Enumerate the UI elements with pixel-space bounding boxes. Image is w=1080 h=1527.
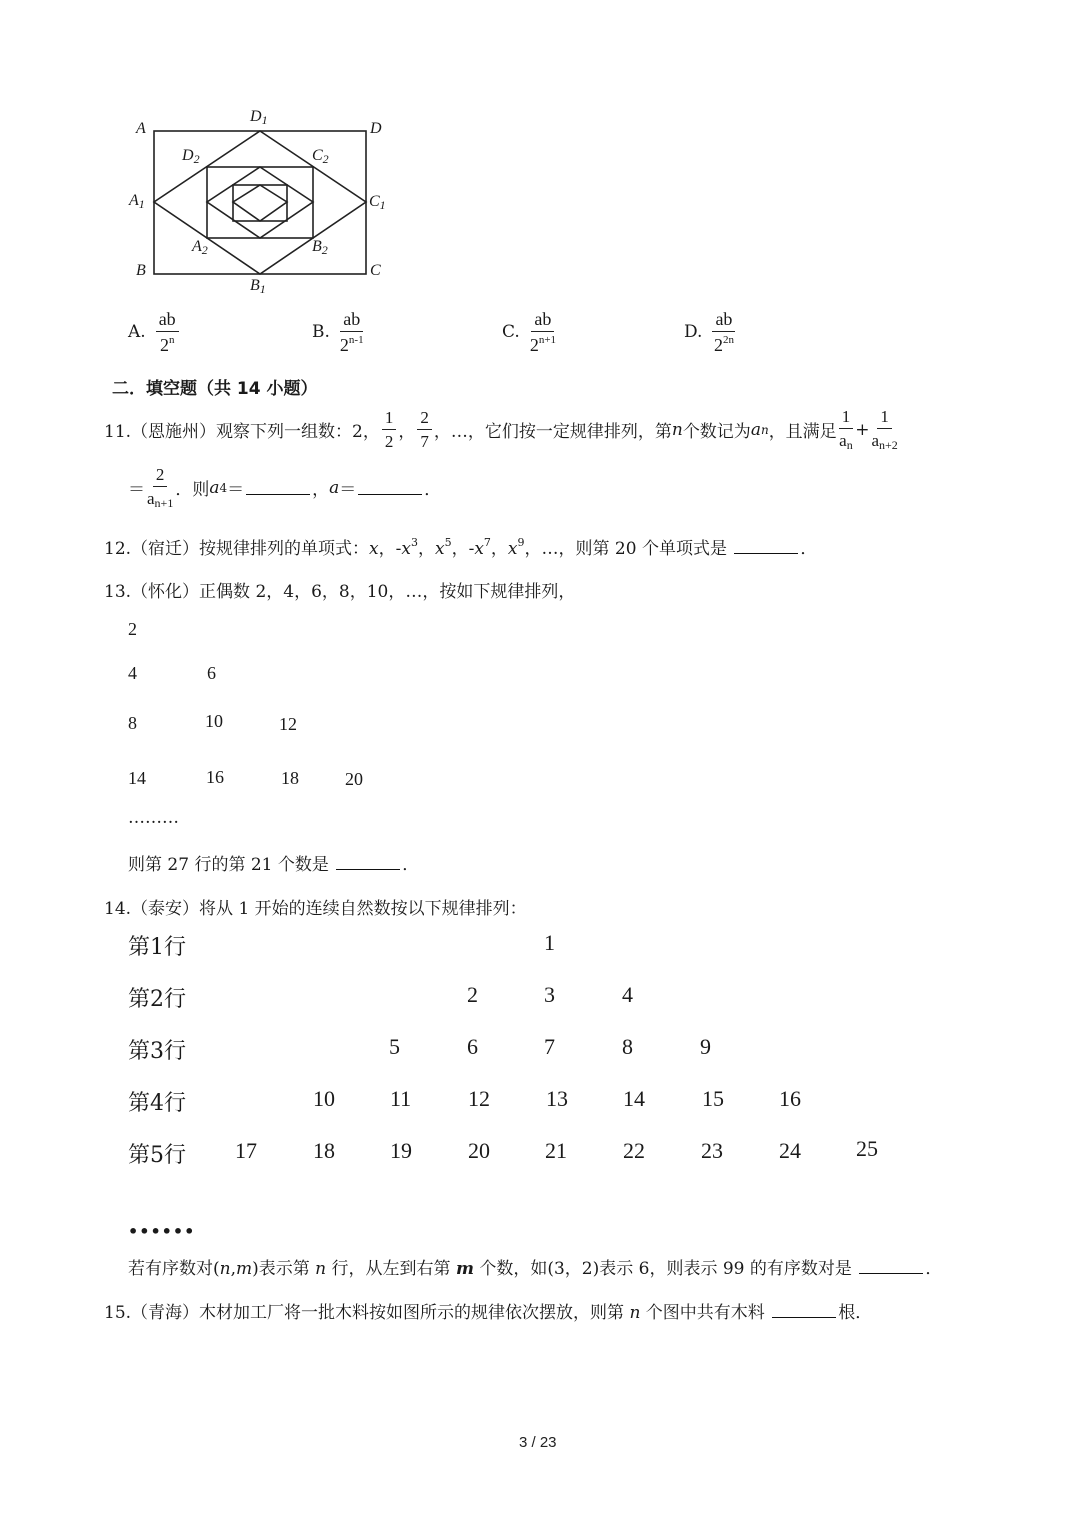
option-letter: B. (312, 322, 330, 342)
q14-cell: 4 (622, 982, 633, 1007)
q14-cell: 22 (623, 1138, 645, 1163)
q14-cell: 20 (468, 1138, 490, 1163)
option-fraction: $\frac{ab}{2^n}$ (156, 310, 179, 354)
nested-rectangle-figure (120, 100, 400, 310)
q14-cell: 21 (545, 1138, 567, 1163)
q14-row-label: 第5行 (128, 1143, 186, 1168)
q13-cell: 18 (281, 768, 299, 788)
q13-question: 则第 27 行的第 21 个数是 ． (128, 855, 420, 875)
q14-cell: 19 (390, 1138, 412, 1163)
q14-cell: 6 (467, 1034, 478, 1059)
fraction-1-2: $\frac{1}{2}$ (382, 409, 397, 450)
answer-blank-a4[interactable] (246, 480, 310, 495)
option-fraction: $\frac{ab}{2^{n-1}}$ (339, 309, 364, 355)
option-fraction: $\frac{ab}{2^{2n}}$ (713, 309, 734, 355)
q13-cell: 4 (128, 663, 137, 683)
q14-cell: 14 (623, 1086, 645, 1111)
label-A2: $A_2$ (192, 238, 208, 257)
q13-cell: 16 (206, 767, 224, 787)
q13-cell: 6 (207, 663, 216, 683)
q14-cell: 25 (856, 1136, 878, 1161)
q14-cell: 1 (544, 930, 555, 955)
question-15: 15.（青海）木材加工厂将一批木料按如图所示的规律依次摆放，则第 n 个图中共有木料 根． (104, 1303, 873, 1323)
fraction-1-over-an2: $\frac{1}{a_{n+2}}$ (871, 407, 898, 452)
option-a (128, 310, 181, 354)
q14-cell: 3 (544, 982, 555, 1007)
q13-cell: 8 (128, 713, 137, 733)
q13-cell: 14 (128, 768, 146, 788)
q13-ellipsis: ……… (128, 808, 179, 828)
q14-row-label: 第1行 (128, 935, 186, 960)
label-C1: $C_1$ (369, 193, 386, 212)
label-B2: $B_2$ (312, 238, 328, 257)
option-letter: D. (684, 322, 703, 342)
fraction-2-over-an1: $\frac{2}{a_{n+1}}$ (147, 465, 174, 510)
option-d (684, 310, 737, 354)
q14-cell: 2 (467, 982, 478, 1007)
q14-cell: 12 (468, 1086, 490, 1111)
q14-cell: 13 (546, 1086, 568, 1111)
q14-question: 若有序数对(n,m)表示第 n 行，从左到右第 m 个数，如(3，2)表示 6，则表示 99 的有序数对是 ． (128, 1259, 943, 1279)
q14-cell: 16 (779, 1086, 801, 1111)
q14-cell: 11 (390, 1086, 412, 1111)
q13-cell: 20 (345, 769, 363, 789)
q13-cell: 2 (128, 619, 137, 639)
page-number: 3 / 23 (519, 1434, 557, 1451)
option-c (502, 310, 558, 354)
answer-blank-q13[interactable] (336, 855, 400, 870)
fraction-2-7: $\frac{2}{7}$ (417, 409, 432, 450)
q14-cell: 24 (779, 1138, 801, 1163)
option-b (312, 310, 366, 354)
label-C: C (370, 262, 381, 279)
q14-cell: 18 (313, 1138, 335, 1163)
answer-blank-q12[interactable] (734, 539, 798, 554)
q14-cell: 7 (544, 1034, 555, 1059)
q14-cell: 23 (701, 1138, 723, 1163)
q14-cell: 9 (700, 1034, 711, 1059)
label-D: D (370, 120, 382, 137)
q14-cell: 5 (389, 1034, 400, 1059)
q14-ellipsis: •••••• (128, 1222, 196, 1241)
q14-row-label: 第3行 (128, 1039, 186, 1064)
option-fraction: $\frac{ab}{2^{n+1}}$ (529, 309, 557, 355)
question-13: 13.（怀化）正偶数 2，4，6，8，10，…，按如下规律排列， (104, 582, 576, 602)
label-A1: $A_1$ (129, 192, 145, 211)
q14-cell: 17 (235, 1138, 257, 1163)
answer-blank-q15[interactable] (772, 1303, 836, 1318)
label-D2: $D_2$ (182, 147, 200, 166)
label-A: A (136, 120, 146, 137)
q14-cell: 15 (702, 1086, 724, 1111)
q14-row-label: 第4行 (128, 1091, 186, 1116)
answer-blank-q14[interactable] (859, 1259, 923, 1274)
label-B1: $B_1$ (250, 277, 266, 296)
q14-cell: 10 (313, 1086, 335, 1111)
label-B: B (136, 262, 146, 279)
option-letter: C. (502, 322, 520, 342)
option-letter: A. (128, 322, 146, 342)
q14-row-label: 第2行 (128, 987, 186, 1012)
q13-cell: 12 (279, 714, 297, 734)
question-12: 12.（宿迁）按规律排列的单项式：x，$-x^3$，$x^5$，$-x^7$，$x^9$，…，则第 20 个单项式是 ． (104, 536, 818, 559)
q13-cell: 10 (205, 711, 223, 731)
section-title-fill-in: 二．填空题（共 14 小题） (112, 379, 318, 399)
q14-cell: 8 (622, 1034, 633, 1059)
label-C2: $C_2$ (312, 147, 329, 166)
question-11-line1: 11.（恩施州）观察下列一组数：2， $\frac{1}{2}$ ， $\frac{2}{7}$ ，…，它们按一定规律排列，第 n 个数记为 a n ，且满足 $\frac{1}{a_n}$ + $\frac{1}{a_{n+2}}$ (104, 407, 898, 452)
question-14: 14.（泰安）将从 1 开始的连续自然数按以下规律排列： (104, 899, 527, 919)
fraction-1-over-an: $\frac{1}{a_n}$ (839, 407, 853, 452)
label-D1: $D_1$ (250, 108, 268, 127)
question-11-line2: ＝ $\frac{2}{a_{n+1}}$ ．则 a 4 ＝ ， a ＝ ． (128, 465, 442, 510)
answer-blank-a[interactable] (358, 480, 422, 495)
